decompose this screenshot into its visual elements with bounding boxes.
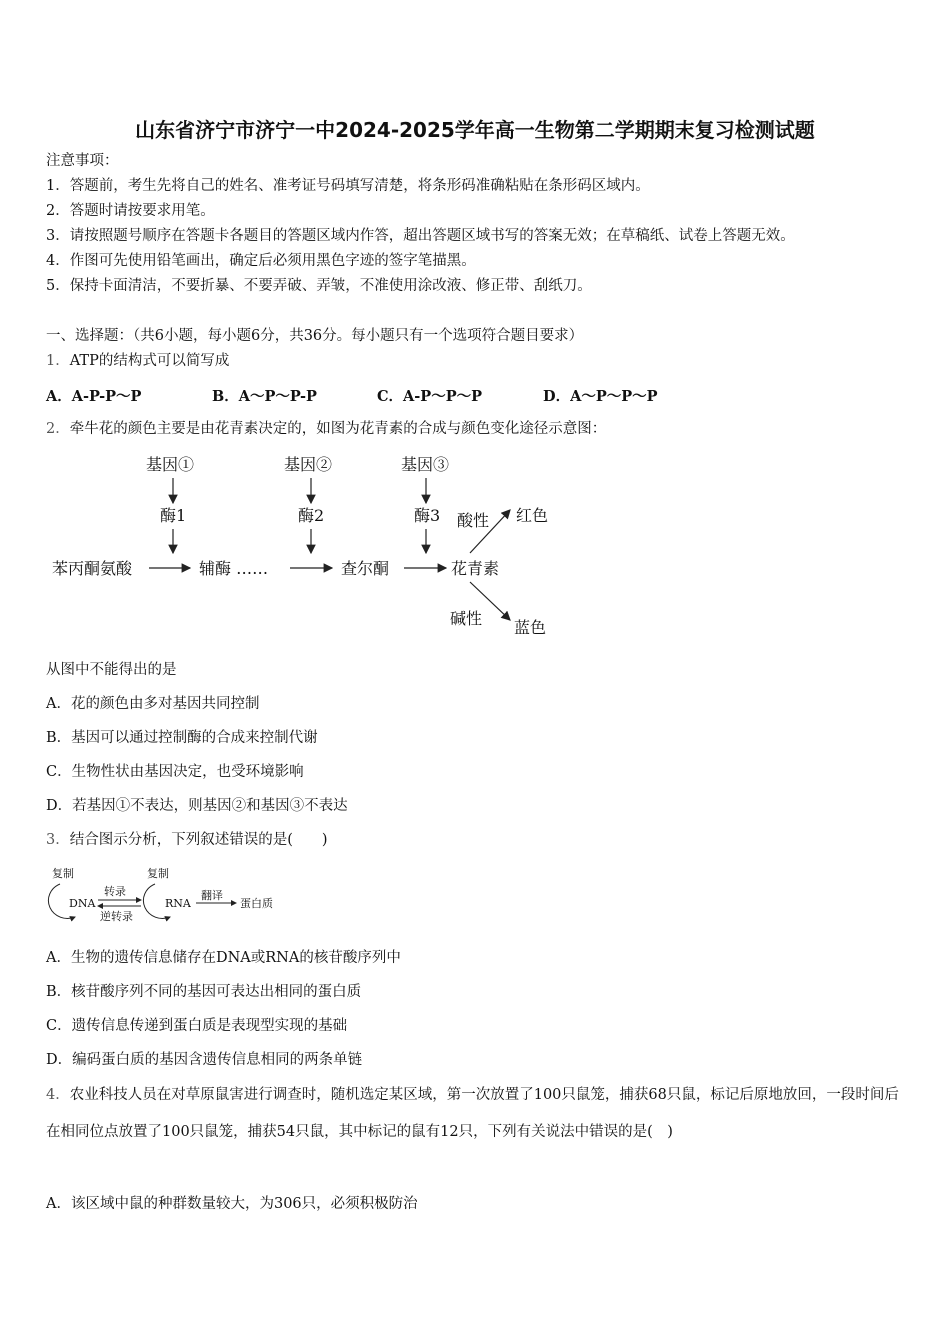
gene-1-label: 基因① bbox=[146, 455, 195, 474]
q2-option-c: C．生物性状由基因决定，也受环境影响 bbox=[46, 764, 304, 780]
q3-option-b: B．核苷酸序列不同的基因可表达出相同的蛋白质 bbox=[46, 984, 362, 1000]
question-4 bbox=[46, 1077, 906, 1151]
reverse-transcription-label: 逆转录 bbox=[100, 910, 133, 923]
question-1 bbox=[46, 351, 229, 371]
anthocyanin-pathway-diagram bbox=[0, 448, 600, 648]
q1-option-c: C．A-P～P～P bbox=[377, 388, 483, 405]
q1-option-a: A．A-P-P～P bbox=[46, 388, 142, 405]
q3-option-a: A．生物的遗传信息储存在DNA或RNA的核苷酸序列中 bbox=[46, 950, 401, 966]
intermediate-1-label: 辅酶 …… bbox=[199, 559, 269, 578]
acid-label: 酸性 bbox=[457, 511, 490, 530]
question-number: 1． bbox=[46, 353, 70, 369]
notice-item: 2．答题时请按要求用笔。 bbox=[46, 203, 215, 219]
enzyme-1-label: 酶1 bbox=[160, 506, 187, 525]
q3-option-d: D．编码蛋白质的基因含遗传信息相同的两条单链 bbox=[46, 1052, 363, 1068]
question-3 bbox=[46, 830, 328, 850]
q2-option-d: D．若基因①不表达，则基因②和基因③不表达 bbox=[46, 798, 348, 814]
question-stem: 结合图示分析，下列叙述错误的是( ) bbox=[69, 832, 328, 848]
question-stem: 牵牛花的颜色主要是由花青素决定的，如图为花青素的合成与颜色变化途径示意图： bbox=[69, 421, 607, 437]
transcription-label: 转录 bbox=[104, 885, 126, 898]
q3-option-c: C．遗传信息传递到蛋白质是表现型实现的基础 bbox=[46, 1018, 348, 1034]
notice-item: 5．保持卡面清洁，不要折暴、不要弄破、弄皱，不准使用涂改液、修正带、刮纸刀。 bbox=[46, 278, 592, 294]
gene-3-label: 基因③ bbox=[401, 455, 450, 474]
q1-option-b: B．A～P～P-P bbox=[212, 388, 317, 405]
protein-label: 蛋白质 bbox=[240, 897, 273, 910]
q2-option-a: A．花的颜色由多对基因共同控制 bbox=[46, 696, 260, 712]
question-number: 3． bbox=[46, 832, 70, 848]
red-label: 红色 bbox=[516, 506, 549, 525]
intermediate-2-label: 查尔酮 bbox=[341, 559, 390, 578]
central-dogma-diagram bbox=[0, 860, 300, 930]
base-label: 碱性 bbox=[450, 609, 483, 628]
enzyme-2-label: 酶2 bbox=[298, 506, 325, 525]
replication-1-label: 复制 bbox=[52, 867, 74, 880]
q2-option-b: B．基因可以通过控制酶的合成来控制代谢 bbox=[46, 730, 318, 746]
question-number: 4． bbox=[46, 1087, 70, 1103]
notice-heading: 注意事项： bbox=[46, 153, 119, 169]
replication-2-label: 复制 bbox=[147, 867, 169, 880]
q2-prompt: 从图中不能得出的是 bbox=[46, 662, 177, 678]
page-title: 山东省济宁市济宁一中2024-2025学年高一生物第二学期期末复习检测试题 bbox=[135, 118, 815, 142]
dna-label: DNA bbox=[69, 897, 96, 910]
section-heading: 一、选择题：（共6小题，每小题6分，共36分。每小题只有一个选项符合题目要求） bbox=[46, 328, 584, 344]
question-number: 2． bbox=[46, 421, 70, 437]
q4-option-a: A．该区域中鼠的种群数量较大，为306只，必须积极防治 bbox=[46, 1196, 418, 1212]
question-stem: ATP的结构式可以简写成 bbox=[69, 353, 230, 369]
q1-option-d: D．A～P～P～P bbox=[543, 388, 658, 405]
question-2 bbox=[46, 419, 606, 439]
notice-item: 3．请按照题号顺序在答题卡各题目的答题区域内作答，超出答题区域书写的答案无效；在草稿纸、试卷上答题无效。 bbox=[46, 228, 795, 244]
rna-label: RNA bbox=[165, 897, 191, 910]
notice-item: 4．作图可先使用铅笔画出，确定后必须用黑色字迹的签字笔描黑。 bbox=[46, 253, 476, 269]
gene-2-label: 基因② bbox=[284, 455, 333, 474]
question-stem: 农业科技人员在对草原鼠害进行调查时，随机选定某区域，第一次放置了100只鼠笼，捕获68只鼠，标记后原地放回，一段时间后在相同位点放置了100只鼠笼，捕获54只鼠，其中标记的鼠有12只，下列有关说法中错误的是( ) bbox=[46, 1087, 899, 1140]
notice-item: 1．答题前，考生先将自己的姓名、准考证号码填写清楚，将条形码准确粘贴在条形码区域内。 bbox=[46, 178, 650, 194]
blue-label: 蓝色 bbox=[514, 618, 547, 637]
translation-label: 翻译 bbox=[201, 889, 223, 902]
substrate-label: 苯丙酮氨酸 bbox=[52, 559, 133, 578]
enzyme-3-label: 酶3 bbox=[414, 506, 441, 525]
product-label: 花青素 bbox=[451, 559, 500, 578]
